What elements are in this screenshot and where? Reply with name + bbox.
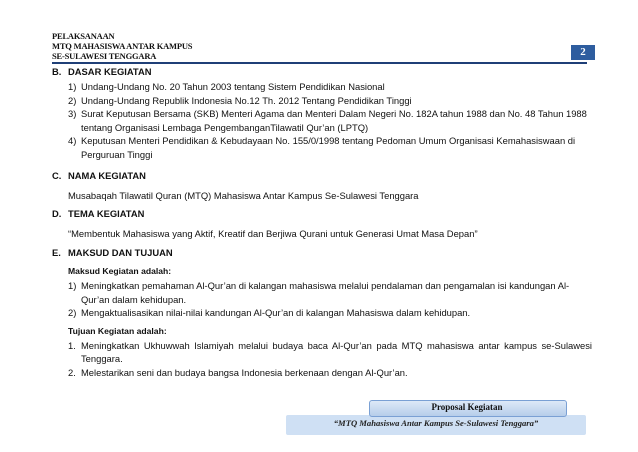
footer-subtitle: “MTQ Mahasiswa Antar Kampus Se-Sulawesi Tenggara” (333, 418, 539, 428)
item-text: Undang-Undang Republik Indonesia No.12 Th. 2012 Tentang Pendidikan Tinggi (81, 94, 412, 106)
item-number: 2) (68, 307, 77, 318)
section-c-text: Musabaqah Tilawatil Quran (MTQ) Mahasiswa Antar Kampus Se-Sulawesi Tenggara (68, 190, 419, 201)
list-item (52, 339, 592, 366)
page-number-badge: 2 (571, 45, 595, 60)
item-number: 1) (68, 81, 77, 92)
document-header (52, 31, 192, 61)
tujuan-title: Tujuan Kegiatan adalah: (68, 325, 167, 336)
item-text: Meningkatkan pemahaman Al-Qur’an di kalangan mahasiswa melalui pendalaman dan pengamalan isi kandungan Al-Qur’an dalam kehidupan. (81, 280, 570, 305)
section-letter: D. (52, 208, 62, 219)
item-text: Surat Keputusan Bersama (SKB) Menteri Agama dan Menteri Dalam Negeri No. 182A tahun 1988 dan No. 48 Tahun 1988 tentang Organisasi Lembaga PengembanganTilawatil Qur’an (LPTQ) (81, 108, 587, 133)
section-title: MAKSUD DAN TUJUAN (68, 247, 173, 258)
section-title: TEMA KEGIATAN (68, 208, 145, 219)
item-text: Melestarikan seni dan budaya bangsa Indonesia berkenaan dengan Al-Qur’an. (81, 366, 408, 378)
document-body (52, 66, 592, 379)
item-text: Mengaktualisasikan nilai-nilai kandungan Al-Qur’an di kalangan Mahasiswa dalam kehidupan. (81, 307, 471, 318)
section-title: NAMA KEGIATAN (68, 170, 146, 181)
list-item (52, 107, 592, 134)
item-number: 1) (68, 280, 77, 291)
item-number: 3) (68, 108, 77, 119)
section-e-heading (52, 247, 592, 258)
list-item (52, 134, 592, 161)
header-divider (52, 62, 587, 64)
tujuan-list (52, 339, 592, 380)
section-b-heading (52, 66, 592, 77)
header-line-2: MTQ MAHASISWA ANTAR KAMPUS (52, 41, 193, 51)
maksud-list (52, 279, 592, 320)
section-b-list (52, 80, 592, 161)
section-d-heading (52, 208, 592, 219)
section-c-heading (52, 170, 592, 181)
item-number: 1. (68, 339, 76, 351)
item-number: 4) (68, 135, 77, 146)
section-letter: E. (52, 247, 61, 258)
section-title: DASAR KEGIATAN (68, 66, 152, 77)
list-item (52, 366, 592, 380)
section-d-text: “Membentuk Mahasiswa yang Aktif, Kreatif dan Berjiwa Qurani untuk Generasi Umat Masa Depan” (68, 228, 478, 239)
footer-title: Proposal Kegiatan (431, 402, 503, 412)
maksud-title: Maksud Kegiatan adalah: (68, 266, 172, 276)
header-line-1: PELAKSANAAN (52, 31, 115, 41)
item-text: Meningkatkan Ukhuwwah Islamiyah melalui budaya baca Al-Qur’an pada MTQ mahasiswa antar kampus se-Sulawesi Tenggara. (81, 339, 592, 364)
header-line-3: SE-SULAWESI TENGGARA (52, 51, 157, 61)
list-item (52, 279, 592, 306)
section-letter: C. (52, 170, 62, 181)
list-item (52, 306, 592, 320)
item-number: 2. (68, 366, 76, 378)
list-item (52, 80, 592, 94)
item-text: Keputusan Menteri Pendidikan & Kebudayaan No. 155/0/1998 tentang Pedoman Umum Organisasi Kemahasiswaan di Perguruan Tinggi (81, 135, 576, 160)
item-text: Undang-Undang No. 20 Tahun 2003 tentang Sistem Pendidikan Nasional (81, 81, 385, 92)
list-item (52, 94, 592, 108)
item-number: 2) (68, 94, 77, 106)
section-letter: B. (52, 66, 62, 77)
